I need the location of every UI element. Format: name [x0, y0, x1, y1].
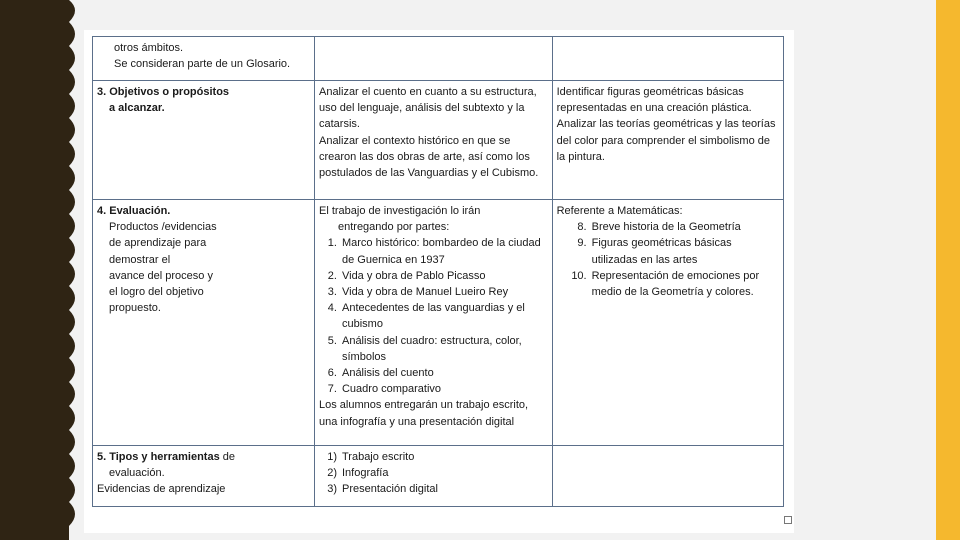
table-row	[93, 81, 784, 200]
cell-text: de	[219, 451, 235, 463]
cell-text: entregando por partes:	[337, 221, 450, 234]
list-item: 8. Breve historia de la Geometría	[577, 221, 741, 234]
resize-handle[interactable]	[784, 516, 792, 524]
list-item: 2. Vida y obra de Pablo Picasso	[327, 269, 486, 282]
list-item: 3) Presentación digital	[327, 483, 438, 496]
cell-text: Se consideran parte de un Glosario.	[114, 58, 291, 71]
cell-objectives-math	[552, 81, 783, 200]
cell-text: de aprendizaje para	[109, 237, 207, 250]
cell-glossary	[93, 37, 315, 81]
list-item: 3. Vida y obra de Manuel Lueiro Rey	[327, 286, 509, 299]
cell-text: Referente a Matemáticas:	[556, 205, 683, 217]
cell-text: Productos /evidencias	[109, 221, 217, 234]
cell-text: Analizar el contexto histórico en que se crearon las dos obras de arte, así como los postulados de las Vanguardias y el Cubismo.	[318, 134, 539, 180]
list-item: 10. Representación de emociones por medio de la Geometría y colores.	[571, 269, 760, 299]
list-item: 6. Análisis del cuento	[327, 367, 434, 380]
cell-evaluation-heading	[93, 200, 315, 446]
cell-evaluation-math	[552, 200, 783, 446]
list-item: 9. Figuras geométricas básicas utilizadas en las artes	[577, 237, 732, 266]
planning-table	[92, 36, 784, 507]
section-title: Objetivos o propósitos	[109, 86, 230, 98]
cell-empty	[552, 37, 783, 81]
cell-objectives-literature	[314, 81, 552, 200]
table-row	[93, 37, 784, 81]
list-item: 4. Antecedentes de las vanguardias y el cubismo	[327, 302, 525, 331]
table-row	[93, 200, 784, 446]
cell-evaluation-research	[314, 200, 552, 446]
section-title: 4. Evaluación.	[97, 205, 171, 217]
cell-text: Analizar las teorías geométricas y las teorías del color para comprender el simbolismo de la pintura.	[556, 118, 776, 163]
math-topics-list	[557, 219, 779, 300]
section-title-cont: a alcanzar.	[109, 102, 165, 115]
cell-empty	[552, 446, 783, 507]
cell-text: Evidencias de aprendizaje	[97, 483, 226, 496]
list-item: 1) Trabajo escrito	[327, 451, 415, 463]
evidence-list	[319, 449, 548, 498]
cell-objectives-heading	[93, 81, 315, 200]
cell-text: Identificar figuras geométricas básicas representadas en una creación plástica.	[556, 86, 752, 115]
cell-text: Los alumnos entregarán un trabajo escrito, una infografía y una presentación digital	[318, 399, 529, 428]
section-number: 3.	[97, 86, 107, 98]
cell-evaluation-tools-heading	[93, 446, 315, 507]
right-accent-bar	[936, 0, 960, 540]
cell-text: otros ámbitos.	[114, 42, 184, 54]
cell-text: demostrar el	[109, 253, 171, 266]
list-item: 7. Cuadro comparativo	[327, 383, 442, 396]
cell-text: evaluación.	[109, 467, 165, 480]
cell-empty	[314, 37, 552, 81]
cell-text: el logro del objetivo	[109, 286, 204, 299]
cell-text: avance del proceso y	[109, 269, 213, 282]
table-row	[93, 446, 784, 507]
research-parts-list	[319, 235, 548, 397]
section-title: 5. Tipos y herramientas	[97, 451, 220, 463]
list-item: 1. Marco histórico: bombardeo de la ciudad de Guernica en 1937	[327, 237, 541, 266]
cell-text: Analizar el cuento en cuanto a su estructura, uso del lenguaje, análisis del subtexto y la catarsis.	[318, 86, 537, 131]
list-item: 2) Infografía	[327, 467, 389, 480]
list-item: 5. Análisis del cuadro: estructura, color, símbolos	[327, 334, 522, 363]
cell-text: El trabajo de investigación lo irán	[318, 205, 481, 217]
cell-evaluation-tools	[314, 446, 552, 507]
cell-text: propuesto.	[109, 302, 161, 315]
